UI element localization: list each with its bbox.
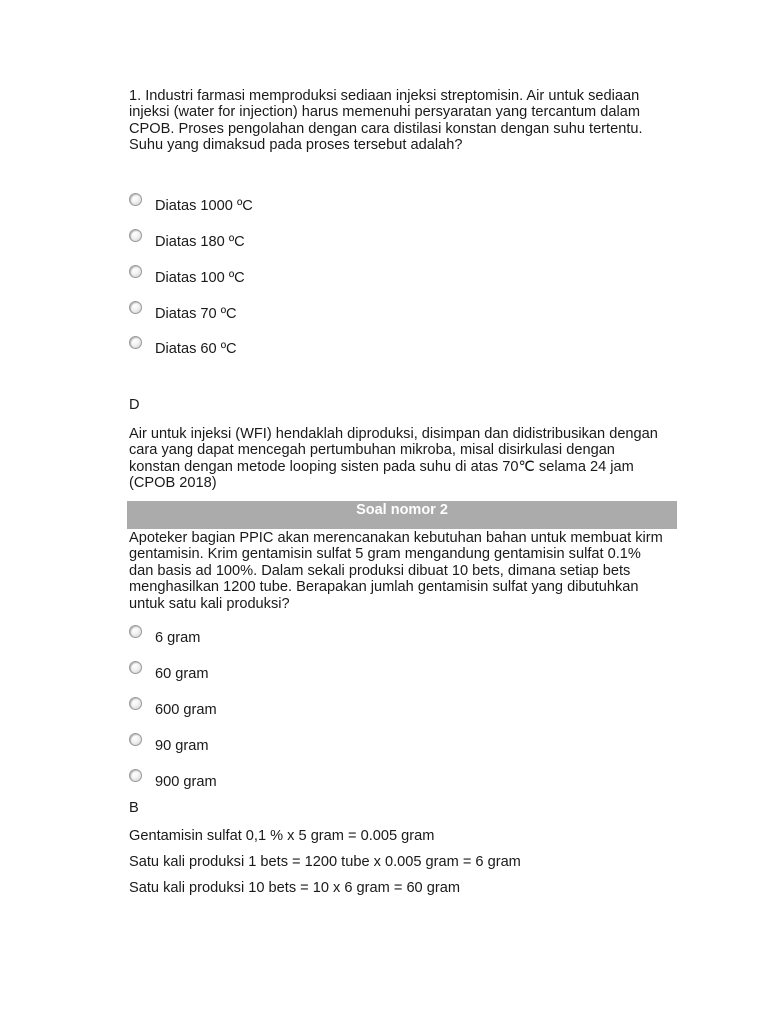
radio-button-icon[interactable]	[129, 733, 142, 746]
question-2-line: menghasilkan 1200 tube. Berapakan jumlah gentamisin sulfat yang dibutuhkan	[129, 579, 639, 596]
option-label: Diatas 180 ºC	[155, 234, 245, 250]
radio-button-icon[interactable]	[129, 193, 142, 206]
calculation-line-1: Gentamisin sulfat 0,1 % x 5 gram = 0.005 gram	[129, 828, 435, 844]
option-label: Diatas 70 ºC	[155, 306, 237, 322]
explanation-line: (CPOB 2018)	[129, 475, 217, 492]
option-label: 600 gram	[155, 702, 217, 718]
explanation-line: Air untuk injeksi (WFI) hendaklah diproduksi, disimpan dan didistribusikan dengan	[129, 426, 658, 442]
question-1-answer: D	[129, 397, 140, 413]
section-header-bar	[127, 501, 677, 529]
question-1-explanation	[129, 426, 658, 492]
calculation-line-2: Satu kali produksi 1 bets = 1200 tube x 0.005 gram = 6 gram	[129, 854, 521, 870]
radio-button-icon[interactable]	[129, 301, 142, 314]
explanation-line: cara yang dapat mencegah pertumbuhan mikroba, misal disirkulasi dengan	[129, 442, 615, 459]
option-label: 900 gram	[155, 774, 217, 790]
question-2-line: Apoteker bagian PPIC akan merencanakan kebutuhan bahan untuk membuat kirm	[129, 530, 663, 546]
calculation-line-3: Satu kali produksi 10 bets = 10 x 6 gram = 60 gram	[129, 880, 460, 896]
question-2-text	[129, 530, 663, 612]
option-label: Diatas 60 ºC	[155, 341, 237, 357]
option-label: Diatas 1000 ºC	[155, 198, 253, 214]
option-label: 6 gram	[155, 630, 201, 646]
question-1-text	[129, 88, 643, 154]
question-1-line: injeksi (water for injection) harus memenuhi persyaratan yang tercantum dalam	[129, 104, 641, 121]
question-2-line: dan basis ad 100%. Dalam sekali produksi dibuat 10 bets, dimana setiap bets	[129, 562, 631, 579]
radio-button-icon[interactable]	[129, 661, 142, 674]
radio-button-icon[interactable]	[129, 769, 142, 782]
radio-button-icon[interactable]	[129, 336, 142, 349]
question-1-line: 1. Industri farmasi memproduksi sediaan injeksi streptomisin. Air untuk sediaan	[129, 88, 640, 104]
question-2-answer: B	[129, 800, 139, 816]
option-label: 60 gram	[155, 666, 209, 682]
radio-button-icon[interactable]	[129, 229, 142, 242]
question-1-line: CPOB. Proses pengolahan dengan cara distilasi konstan dengan suhu tertentu.	[129, 120, 643, 137]
question-2-line: untuk satu kali produksi?	[129, 595, 290, 612]
explanation-line: konstan dengan metode looping sisten pada suhu di atas 70℃ selama 24 jam	[129, 458, 634, 475]
radio-button-icon[interactable]	[129, 697, 142, 710]
option-label: 90 gram	[155, 738, 209, 754]
radio-button-icon[interactable]	[129, 625, 142, 638]
question-1-line: Suhu yang dimaksud pada proses tersebut adalah?	[129, 137, 463, 154]
option-label: Diatas 100 ºC	[155, 270, 245, 286]
question-2-line: gentamisin. Krim gentamisin sulfat 5 gram mengandung gentamisin sulfat 0.1%	[129, 546, 641, 563]
section-title: Soal nomor 2	[356, 502, 448, 518]
radio-button-icon[interactable]	[129, 265, 142, 278]
